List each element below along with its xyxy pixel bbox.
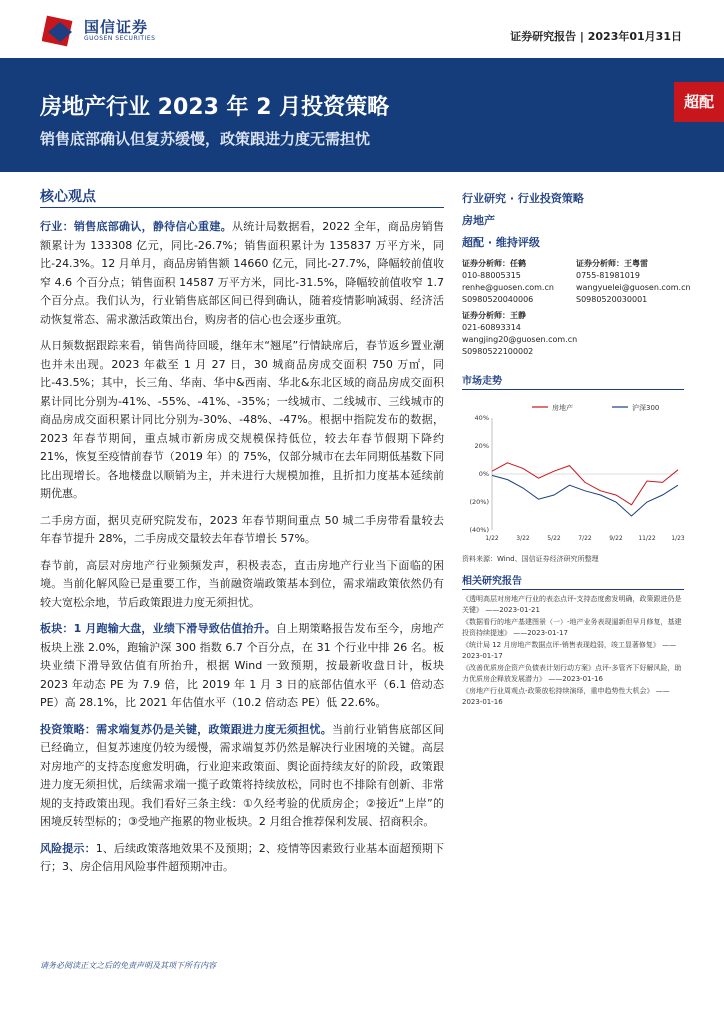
paragraph: 从日频数据跟踪来看，销售尚待回暖，继年末“翘尾”行情缺席后，春节返乡置业潮也并未出现。2023 年截至 1 月 27 日，30 城商品房成交面积 750 万㎡，同比-43.5%；其中，长三角、华南、华中&西南、华北&东北区域的商品房成交面积累计同比分别为-41%、-55%、-41%、-35%；一线城市、二线城市、三线城市的商品房成交面积累计同比分别为-30%、-48%、-47%。根据中指院发布的数据，2023 年春节期间，重点城市新房成交规模保持低位，较去年春节假期下降约 21%，恢复至疫情前春节（2019 年）的 75%，仅部分城市在去年同期低基数下同比出现增长。各地楼盘以顺销为主，并未进行大规模加推，且折扣力度基本延续前期优惠。 bbox=[40, 339, 444, 500]
legend-label: 房地产 bbox=[552, 404, 573, 412]
y-tick-label: (20%) bbox=[469, 498, 489, 506]
top-bar bbox=[0, 0, 724, 58]
report-type-date: 证券研究报告 | 2023年01月31日 bbox=[510, 30, 682, 43]
report-title: 房地产行业 2023 年 2 月投资策略 bbox=[40, 95, 390, 120]
report-item[interactable]: 《透明高层对房地产行业的表态点评-支持态度愈发明确，政策跟进仍是关键》 ——2023-01-21 bbox=[462, 595, 682, 614]
brand-name: 国信证券 bbox=[84, 18, 149, 36]
analyst-card: 证券分析师：王粤雷 0755-81981019 wangyuelei@guosen.com.cn S0980520030001 bbox=[576, 259, 691, 304]
rating-badge: 超配 bbox=[674, 82, 724, 122]
market-title: 市场走势 bbox=[462, 372, 684, 390]
related-reports bbox=[462, 594, 684, 708]
paragraph: 行业：销售底部确认，静待信心重建。从统计局数据看，2022 全年，商品房销售额累计为 133308 亿元，同比-26.7%；销售面积累计为 135837 万平方米，同比-24.3%。12 月单月，商品房销售额 14660 亿元，同比-27.7%，降幅较前值收窄 4.6 个百分点；销售面积 14587 万平方米，同比-31.5%，降幅较前值收窄 1.7 个百分点。我们认为，行业销售底部区间已得到确认，随着疫情影响减弱、经济活动恢复常态、需求激活政策出台，购房者的信心也会逐步重筑。 bbox=[40, 220, 445, 326]
chart-source: 资料来源：Wind、国信证券经济研究所整理 bbox=[462, 555, 599, 563]
series-line-real-estate bbox=[492, 463, 678, 505]
paragraph: 春节前，高层对房地产行业频频发声，积极表态，直击房地产行业当下面临的困境。当前化解风险已是重要工作，当前融资端政策基本到位，需求端政策依然仍有较大宽松余地，节后政策跟进力度无须担忧。 bbox=[40, 558, 444, 609]
x-tick-label: 1/22 bbox=[485, 535, 499, 542]
paragraph: 风险提示：1、后续政策落地效果不及预期；2、疫情等因素致行业基本面超预期下行；3、房企信用风险事件超预期冲击。 bbox=[40, 841, 444, 873]
reports-title: 相关研究报告 bbox=[462, 572, 684, 590]
x-tick-label: 7/22 bbox=[578, 535, 592, 542]
guosen-logo-icon bbox=[42, 14, 78, 48]
x-tick-label: 1/23 bbox=[671, 535, 684, 542]
paragraph: 投资策略：需求端复苏仍是关键，政策跟进力度无须担忧。当前行业销售底部区间已经确立，但复苏速度仍较为缓慢，需求端复苏仍然是解决行业困境的关键。高层对房地产的支持态度愈发明确，行业迎来政策面、舆论面持续友好的阶段，政策跟进力度无须担忧，后续需求端一揽子政策将持续放松，同时也不排除有创新、非常规的支持政策出现。我们看好三条主线：①久经考验的优质房企；②接近“上岸”的困境反转型标的；③受地产拖累的物业板块。2 月组合推荐保利发展、招商积余。 bbox=[40, 722, 445, 828]
industry: 房地产 bbox=[462, 214, 495, 227]
brand-subtitle: GUOSEN SECURITIES bbox=[84, 35, 156, 42]
paragraph: 板块：1 月跑输大盘，业绩下滑导致估值抬升。自上期策略报告发布至今，房地产板块上涨 2.0%，跑输沪深 300 指数 6.7 个百分点，在 31 个行业中排 26 名。板块业绩下滑导致估值有所抬升，根据 Wind 一致预期，按最新收盘日计，板块 2023 年动态 PE 为 7.9 倍，比 2019 年 1 月 3 日的底部估值水平（6.1 倍动态 PE）高 28.1%，比 2021 年估值水平（10.2 倍动态 PE）低 22.6%。 bbox=[40, 622, 445, 709]
paragraph: 二手房方面，据贝克研究院发布，2023 年春节期间重点 50 城二手房带看量较去年春节提升 28%，二手房成交量较去年春节增长 57%。 bbox=[40, 513, 444, 545]
report-item[interactable]: 《房地产行业周观点-政策放松持续演绎，重申趋势性大机会》 ——2023-01-16 bbox=[462, 687, 670, 706]
report-item[interactable]: 《数据看行的地产基建图景（一）-地产业务表现逼新但早月修复，基建投资持续提速》 ——2023-01-17 bbox=[462, 618, 682, 637]
analysts bbox=[462, 258, 691, 306]
x-tick-label: 5/22 bbox=[547, 535, 561, 542]
analyst-card: 证券分析师：任鹤 010-88005315 renhe@guosen.com.cn S0980520040006 bbox=[462, 259, 554, 304]
x-tick-label: 11/22 bbox=[638, 535, 656, 542]
report-subtitle: 销售底部确认但复苏缓慢，政策跟进力度无需担忧 bbox=[40, 130, 371, 148]
x-tick-label: 3/22 bbox=[516, 535, 530, 542]
y-tick-label: (40%) bbox=[469, 526, 489, 534]
x-tick-label: 9/22 bbox=[609, 535, 623, 542]
core-title: 核心观点 bbox=[40, 186, 444, 208]
sidebar bbox=[462, 190, 691, 709]
rating: 超配 · 维持评级 bbox=[462, 236, 540, 249]
analyst-card: 证券分析师：王静 021-60893314 wangjing20@guosen.com.cn S0980522100002 bbox=[462, 311, 578, 356]
report-item[interactable]: 《统计局 12 月房地产数据点评-销售表现趋弱，竣工显著修复》 ——2023-01-17 bbox=[462, 641, 677, 660]
disclaimer-footer: 请务必阅读正文之后的免责声明及其项下所有内容 bbox=[40, 961, 216, 970]
y-tick-label: 0% bbox=[478, 470, 489, 478]
y-tick-label: 20% bbox=[474, 442, 489, 450]
category: 行业研究 · 行业投资策略 bbox=[462, 192, 584, 205]
report-item[interactable]: 《改善优质房企资产负债表计划行动方案》点评-多管齐下好解风险，助力优质房企释放发展潜力》 ——2023-01-16 bbox=[462, 664, 682, 683]
title-banner bbox=[0, 58, 724, 172]
market-chart bbox=[462, 398, 684, 548]
core-viewpoints bbox=[40, 186, 444, 885]
y-tick-label: 40% bbox=[474, 414, 489, 422]
legend-label: 沪深300 bbox=[632, 404, 660, 412]
